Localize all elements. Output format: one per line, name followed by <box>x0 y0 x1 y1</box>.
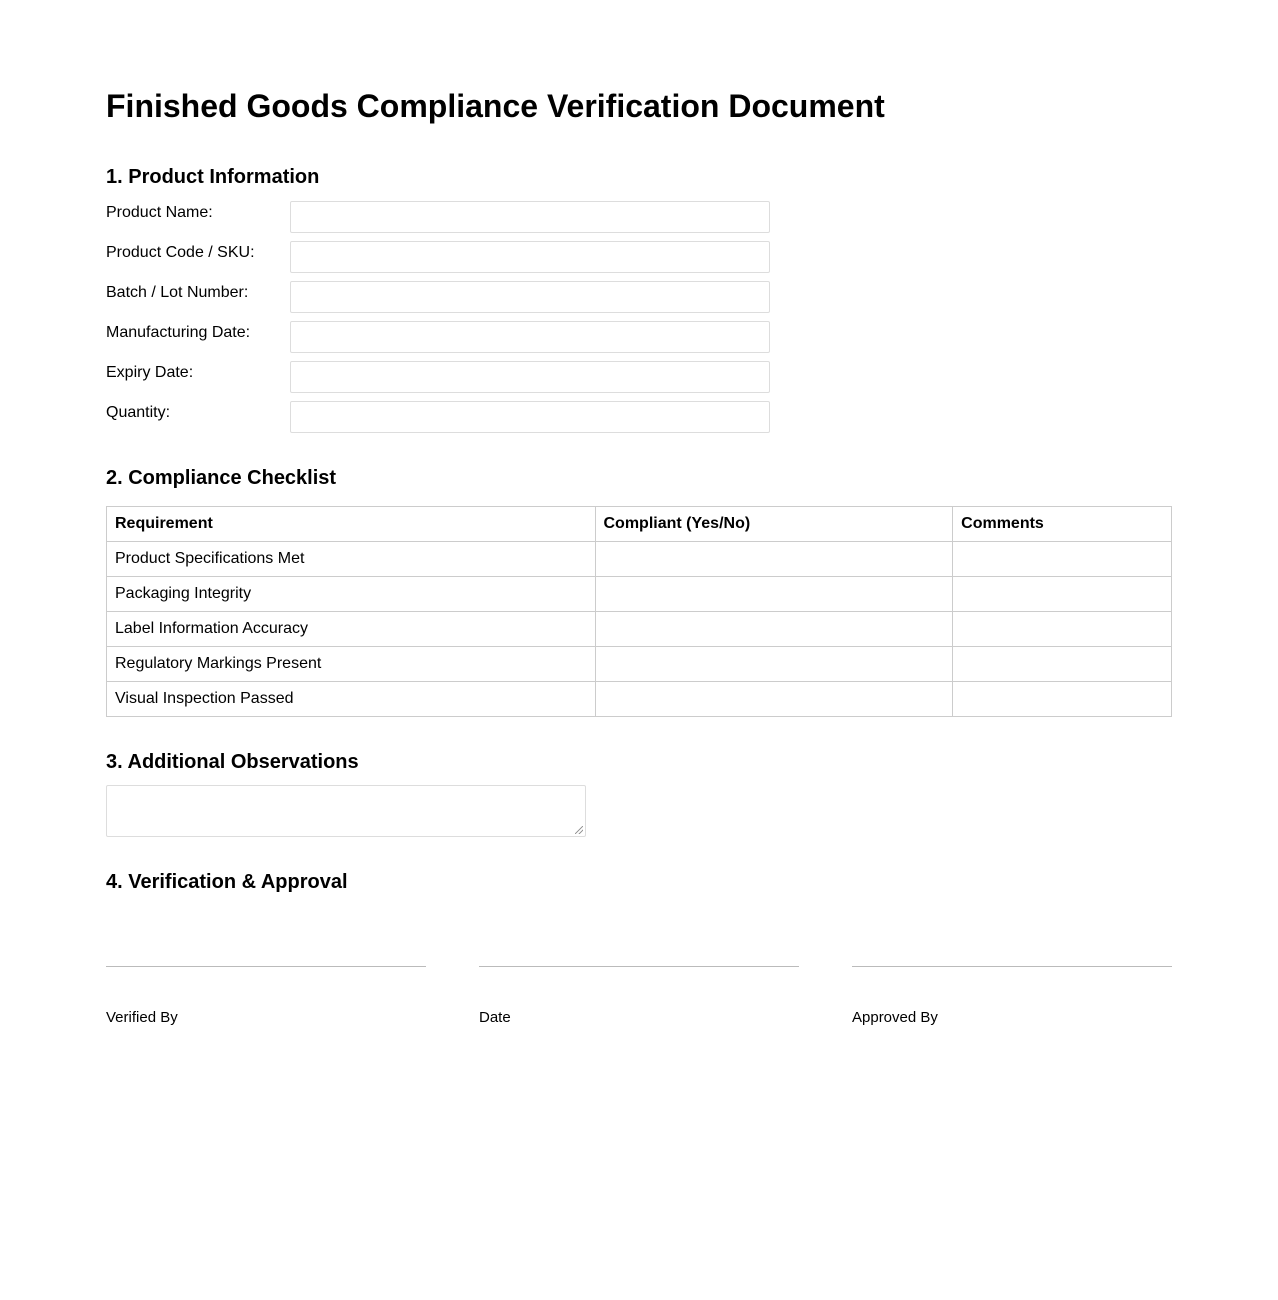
form-row <box>106 281 806 313</box>
compliant-cell[interactable] <box>595 577 953 612</box>
table-row <box>107 577 1172 612</box>
column-header-comments: Comments <box>953 507 1172 542</box>
comments-cell[interactable] <box>953 542 1172 577</box>
compliant-cell[interactable] <box>595 612 953 647</box>
signature-label: Date <box>479 1009 511 1026</box>
table-row <box>107 542 1172 577</box>
form-row <box>106 321 806 353</box>
requirement-cell: Visual Inspection Passed <box>107 682 596 717</box>
form-row <box>106 241 806 273</box>
comments-cell[interactable] <box>953 647 1172 682</box>
form-row <box>106 361 806 393</box>
form-row <box>106 401 806 433</box>
requirement-cell: Product Specifications Met <box>107 542 596 577</box>
section-heading-approval: 4. Verification & Approval <box>106 871 348 893</box>
requirement-cell: Label Information Accuracy <box>107 612 596 647</box>
signature-verified-by[interactable] <box>106 966 426 1026</box>
comments-cell[interactable] <box>953 577 1172 612</box>
column-header-requirement: Requirement <box>107 507 596 542</box>
table-row <box>107 612 1172 647</box>
column-header-compliant: Compliant (Yes/No) <box>595 507 953 542</box>
table-row <box>107 647 1172 682</box>
resize-handle-icon[interactable] <box>575 826 583 834</box>
compliant-cell[interactable] <box>595 647 953 682</box>
signature-line <box>106 966 426 967</box>
field-input[interactable] <box>290 241 770 273</box>
field-input[interactable] <box>290 361 770 393</box>
section-heading-observations: 3. Additional Observations <box>106 751 359 773</box>
field-label: Product Name: <box>106 204 213 221</box>
field-label: Expiry Date: <box>106 364 194 381</box>
field-label: Product Code / SKU: <box>106 244 255 261</box>
field-label: Batch / Lot Number: <box>106 284 249 301</box>
section-heading-product: 1. Product Information <box>106 166 320 188</box>
requirement-cell: Regulatory Markings Present <box>107 647 596 682</box>
signature-line <box>479 966 799 967</box>
signature-date[interactable] <box>479 966 799 1026</box>
signature-label: Approved By <box>852 1009 938 1026</box>
signature-approved-by[interactable] <box>852 966 1172 1026</box>
comments-cell[interactable] <box>953 612 1172 647</box>
form-row <box>106 201 806 233</box>
compliance-table <box>106 506 1172 717</box>
field-input[interactable] <box>290 401 770 433</box>
section-heading-checklist: 2. Compliance Checklist <box>106 467 337 489</box>
compliant-cell[interactable] <box>595 542 953 577</box>
field-input[interactable] <box>290 321 770 353</box>
field-label: Manufacturing Date: <box>106 324 251 341</box>
comments-cell[interactable] <box>953 682 1172 717</box>
compliant-cell[interactable] <box>595 682 953 717</box>
field-label: Quantity: <box>106 404 171 421</box>
signature-label: Verified By <box>106 1009 178 1026</box>
page-title: Finished Goods Compliance Verification Document <box>106 88 885 124</box>
observations-textarea[interactable] <box>106 785 586 837</box>
field-input[interactable] <box>290 201 770 233</box>
field-input[interactable] <box>290 281 770 313</box>
requirement-cell: Packaging Integrity <box>107 577 596 612</box>
signature-line <box>852 966 1172 967</box>
table-row <box>107 682 1172 717</box>
